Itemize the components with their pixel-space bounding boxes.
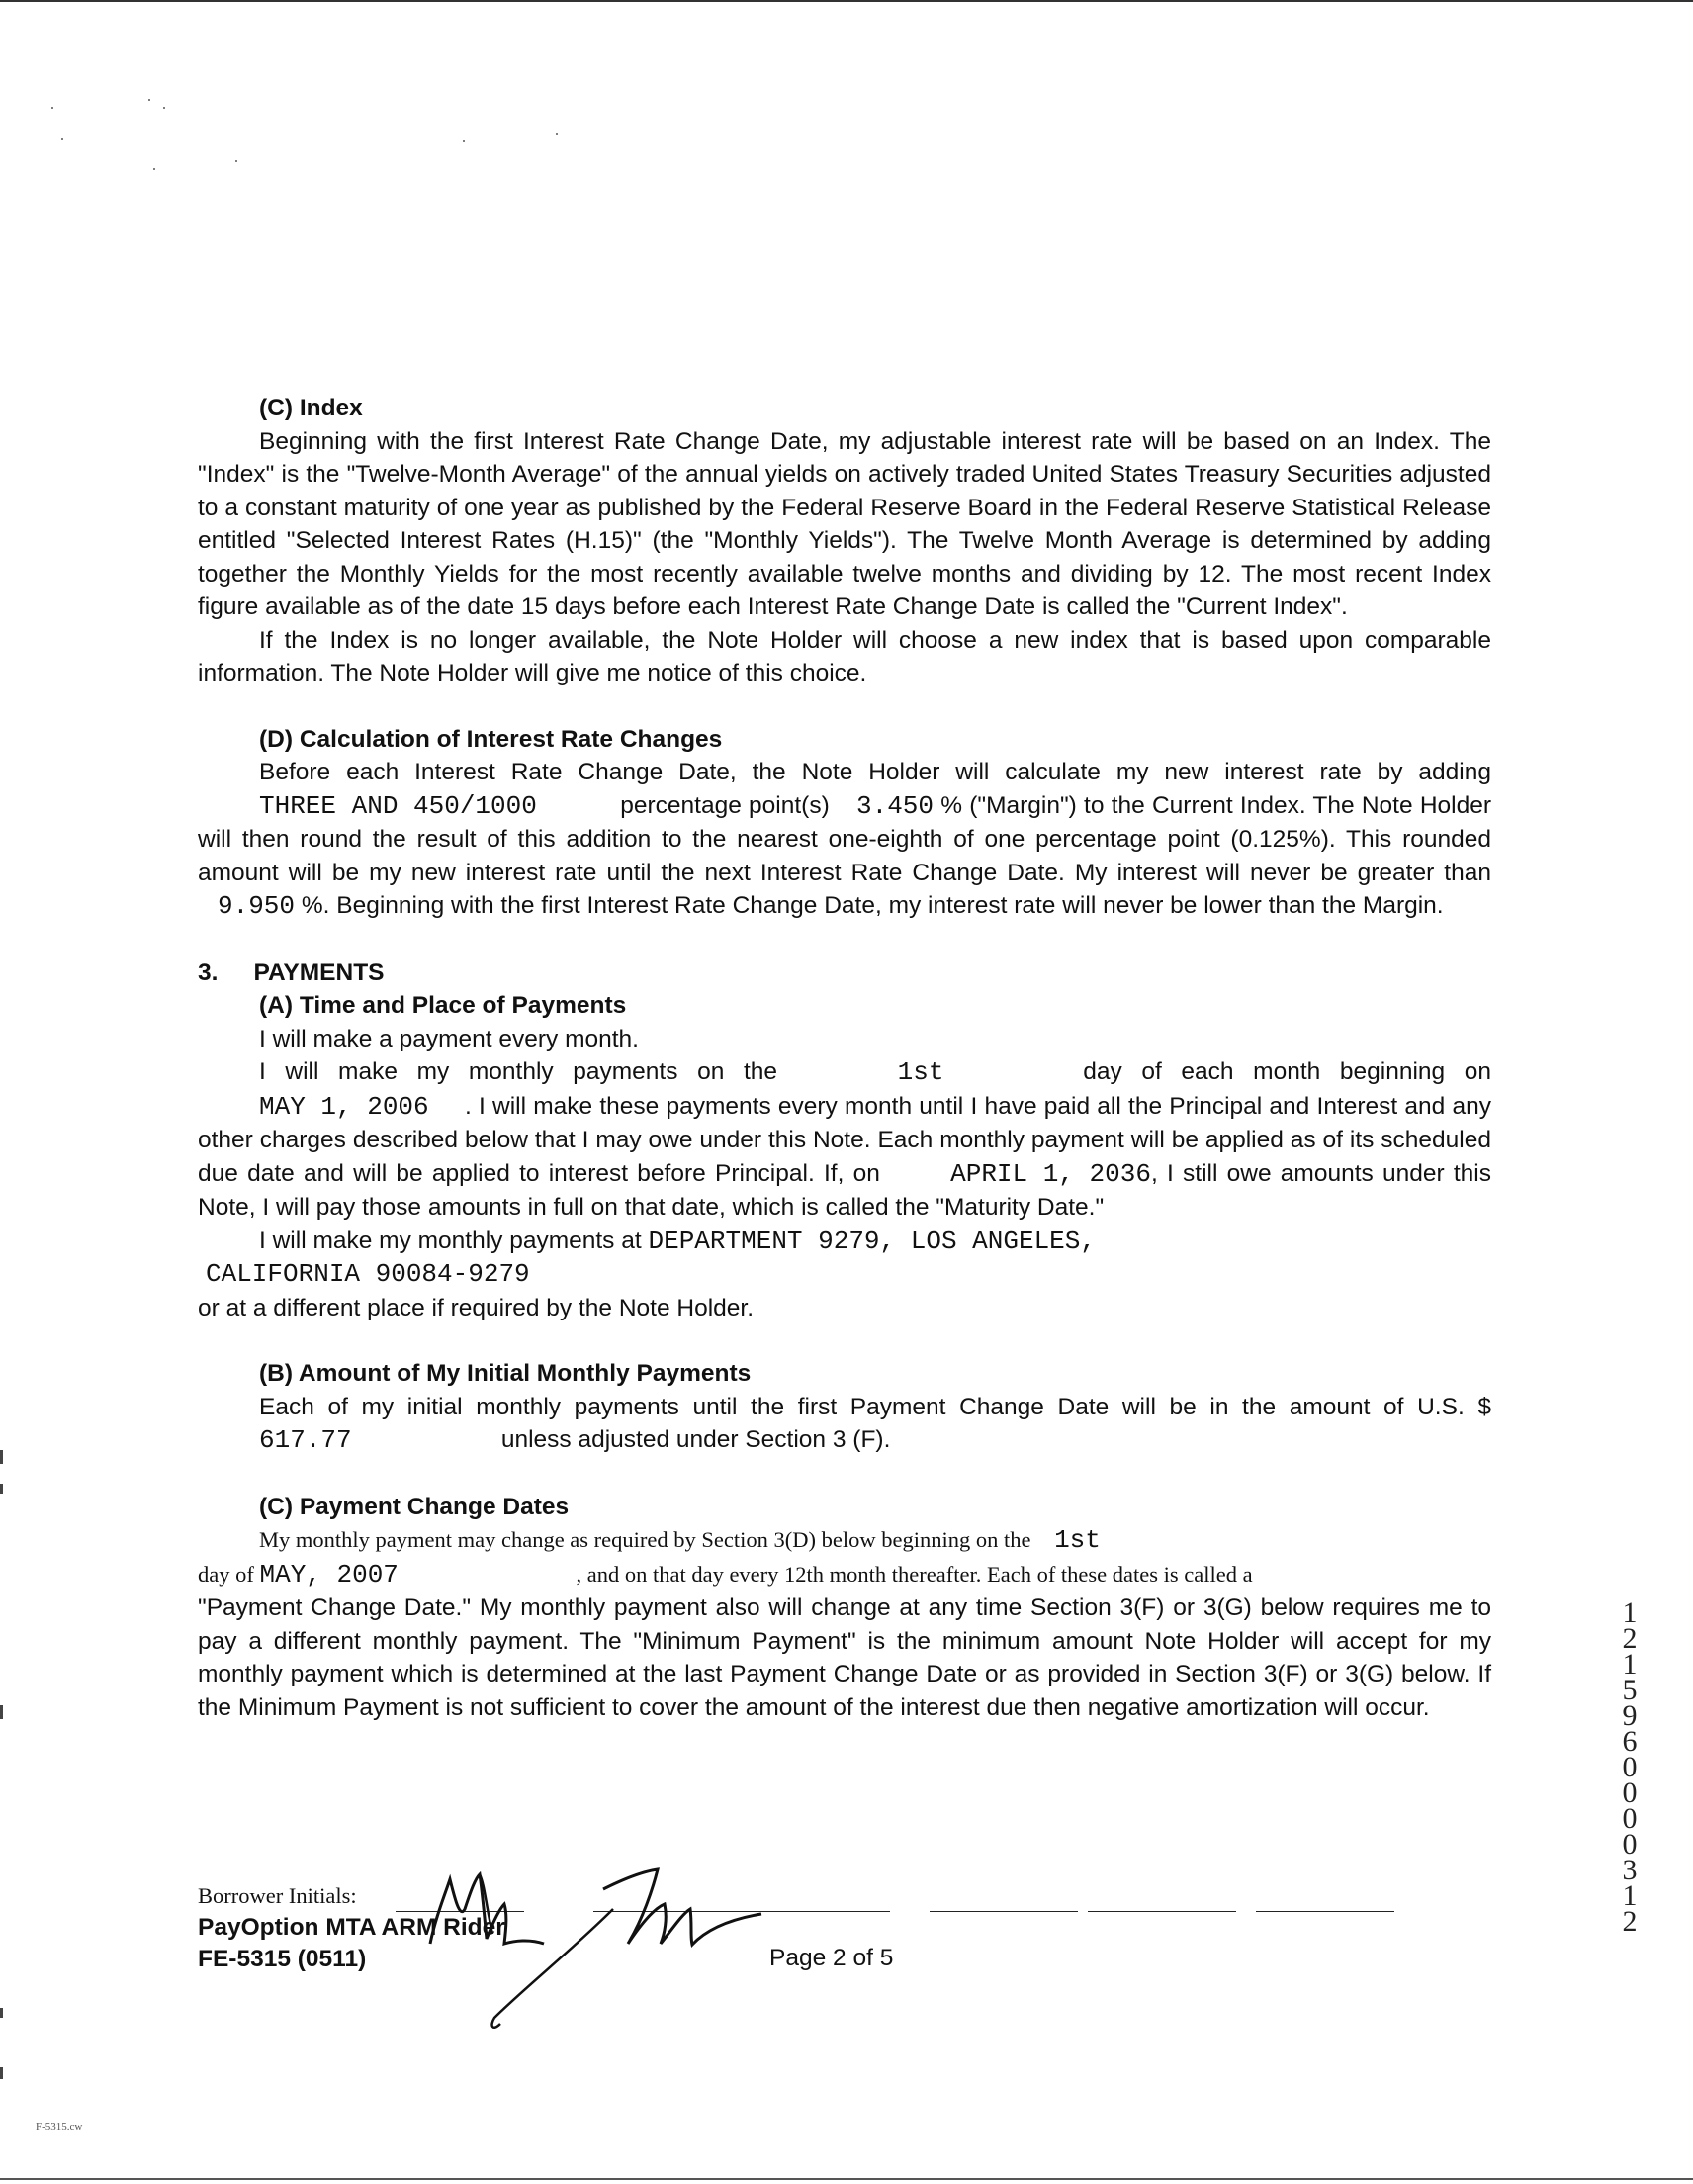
calculation-paragraph xyxy=(198,756,1491,924)
side-number-digit: 5 xyxy=(1622,1674,1638,1706)
change-dates-paragraph: "Payment Change Date." My monthly payment also will change at any time Section 3(F) or 3(G) below requires me to pay a different monthly payment. The "Minimum Payment" is the minimum amount Note Holder will accept for my monthly payment which is determined at the last Payment Change Date or as provided in Section 3(F) or 3(G) below. If the Minimum Payment is not sufficient to cover the amount of the interest due then negative amortization will occur. xyxy=(198,1594,1491,1721)
margin-mark xyxy=(0,2067,3,2079)
initial-amount-value: 617.77 xyxy=(259,1425,352,1455)
scan-speck xyxy=(235,160,237,162)
section-number: 3. xyxy=(198,958,219,986)
section-heading-index: (C) Index xyxy=(259,395,363,421)
initials-line xyxy=(1256,1911,1394,1912)
section-heading-calculation: (D) Calculation of Interest Rate Changes xyxy=(259,725,723,753)
scan-speck xyxy=(556,133,558,135)
form-code: FE-5315 (0511) xyxy=(198,1946,367,1972)
section-heading-change-dates: (C) Payment Change Dates xyxy=(259,1493,570,1520)
scan-speck xyxy=(153,168,155,170)
schedule-text: . I will make these payments every month until I have paid all the Principal and Interest and any other charges described below that I may owe under this Note. Each monthly payment will be applied as of its scheduled due date and will be applied to interest before Principal. If, on xyxy=(198,1092,1491,1187)
side-number-digit: 2 xyxy=(1622,1622,1638,1655)
side-number-digit: 0 xyxy=(1622,1751,1638,1783)
change-text: , and on that day every 12th month thereafter. Each of these dates is called a xyxy=(576,1561,1253,1587)
change-text: day of xyxy=(198,1561,254,1587)
payments-heading xyxy=(198,956,1491,990)
index-paragraph-2: If the Index is no longer available, the Note Holder will choose a new index that is based upon comparable information. The Note Holder will give me notice of this choice. xyxy=(198,626,1491,686)
change-dates-line-1 xyxy=(198,1523,1491,1558)
side-number-digit: 3 xyxy=(1622,1854,1638,1886)
change-text: My monthly payment may change as required by Section 3(D) below beginning on the xyxy=(259,1527,1031,1552)
form-name: PayOption MTA ARM Rider xyxy=(198,1914,505,1941)
margin-mark xyxy=(0,1705,3,1719)
side-number-digit: 6 xyxy=(1622,1725,1638,1758)
side-number-digit: 1 xyxy=(1622,1596,1638,1629)
change-date-value: MAY, 2007 xyxy=(259,1559,399,1590)
payment-place-paragraph xyxy=(198,1225,1491,1259)
side-reference-number xyxy=(1610,1596,1649,1938)
change-dates-line-2 xyxy=(198,1558,1491,1592)
margin-percent-value: 3.450 xyxy=(855,790,934,821)
max-rate-value: 9.950 xyxy=(218,891,296,921)
initial-amount-paragraph xyxy=(198,1391,1491,1458)
schedule-text: , I still owe amounts under this Note, I will pay those amounts in full on that date, which is called the "Maturity Date." xyxy=(198,1159,1491,1221)
top-border xyxy=(0,0,1693,2)
initials-line xyxy=(930,1911,1078,1912)
side-number-digit: 9 xyxy=(1622,1699,1638,1732)
section-title: PAYMENTS xyxy=(253,958,385,986)
scan-speck xyxy=(148,99,150,101)
amount-text: Each of my initial monthly payments until the first Payment Change Date will be in the amount of U.S. $ xyxy=(259,1393,1491,1420)
index-paragraph-1: Beginning with the first Interest Rate Change Date, my adjustable interest rate will be based on an Index. The "Index" is the "Twelve-Month Average" of the annual yields on actively traded United States Treasury Securities adjusted to a constant maturity of one year as published by the Federal Reserve Board in the Federal Reserve Statistical Release entitled "Selected Interest Rates (H.15)" (the "Monthly Yields"). The Twelve Month Average is determined by adding together the Monthly Yields for the most recently available twelve months and dividing by 12. The most recent Index figure available as of the date 15 days before each Interest Rate Change Date is called the "Current Index". xyxy=(198,427,1491,620)
section-heading-time-place: (A) Time and Place of Payments xyxy=(259,992,627,1019)
handwritten-initials xyxy=(376,1850,831,2038)
scan-speck xyxy=(463,140,465,142)
pay-day-value: 1st xyxy=(897,1057,944,1087)
document-body xyxy=(198,392,1491,1724)
change-day-value: 1st xyxy=(1054,1525,1101,1555)
calculation-text: Before each Interest Rate Change Date, the Note Holder will calculate my new interest rate by adding xyxy=(259,759,1491,785)
schedule-text: I will make my monthly payments on the xyxy=(259,1058,778,1085)
payment-schedule-paragraph xyxy=(198,1055,1491,1225)
payment-place-alt: or at a different place if required by the Note Holder. xyxy=(198,1294,755,1321)
calculation-text: percentage point(s) xyxy=(620,791,830,819)
payment-every-month: I will make a payment every month. xyxy=(259,1025,639,1052)
section-heading-initial-amount: (B) Amount of My Initial Monthly Payments xyxy=(259,1360,752,1387)
scan-speck xyxy=(51,107,53,109)
address-line-1: DEPARTMENT 9279, LOS ANGELES, xyxy=(648,1226,1096,1256)
initials-line xyxy=(1088,1911,1236,1912)
side-number-digit: 1 xyxy=(1622,1879,1638,1912)
page-number: Page 2 of 5 xyxy=(769,1945,894,1971)
scan-speck xyxy=(163,107,165,109)
side-number-digit: 0 xyxy=(1622,1828,1638,1861)
margin-words-value: THREE AND 450/1000 xyxy=(259,790,537,821)
scan-speck xyxy=(61,138,63,140)
side-number-digit: 1 xyxy=(1622,1648,1638,1681)
place-text: I will make my monthly payments at xyxy=(259,1227,642,1254)
maturity-date-value: APRIL 1, 2036 xyxy=(950,1158,1151,1189)
file-code: F-5315.cw xyxy=(36,2121,83,2133)
schedule-text: day of each month beginning on xyxy=(1083,1058,1492,1085)
margin-mark xyxy=(0,1484,3,1494)
address-line-2: CALIFORNIA 90084-9279 xyxy=(206,1259,530,1289)
side-number-digit: 0 xyxy=(1622,1776,1638,1809)
side-number-digit: 0 xyxy=(1622,1802,1638,1835)
calculation-text: %. Beginning with the first Interest Rate Change Date, my interest rate will never be lower than the Margin. xyxy=(301,892,1444,919)
bottom-border xyxy=(0,2178,1693,2180)
initials-label: Borrower Initials: xyxy=(198,1883,357,1908)
calculation-text: % ("Margin") to the Current Index. The Note Holder will then round the result of this addition to the nearest one-eighth of one percentage point (0.125%). This rounded amount will be my new interest rate until the next Interest Rate Change Date. My interest will never be greater than xyxy=(198,791,1492,886)
margin-mark xyxy=(0,1450,3,1464)
amount-text: unless adjusted under Section 3 (F). xyxy=(500,1426,891,1453)
side-number-digit: 2 xyxy=(1622,1905,1638,1938)
margin-mark xyxy=(0,2008,3,2018)
start-date-value: MAY 1, 2006 xyxy=(259,1091,429,1122)
